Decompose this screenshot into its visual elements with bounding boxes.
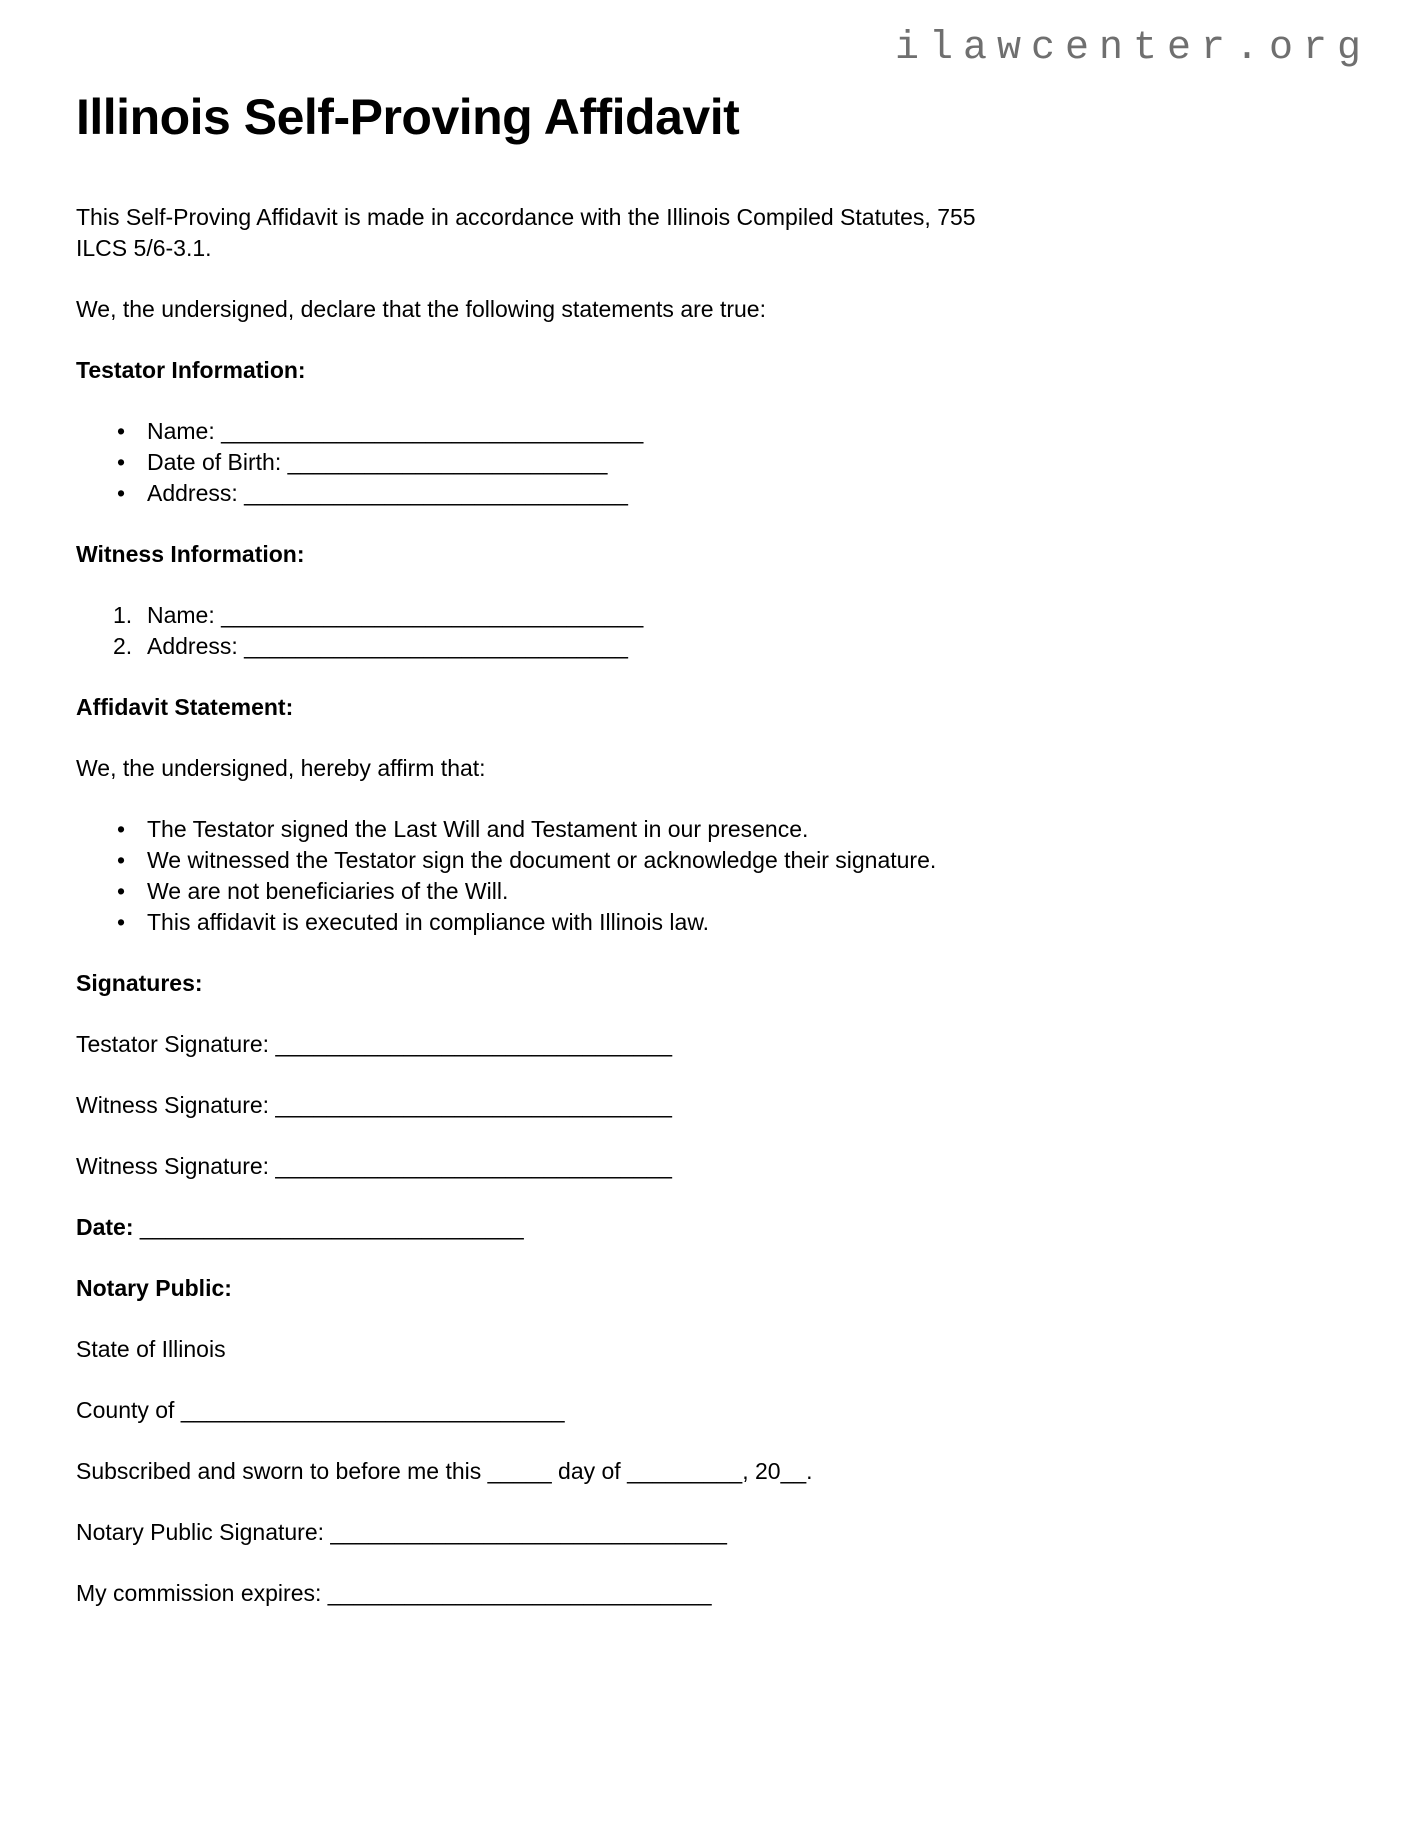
county-label: County of bbox=[76, 1397, 175, 1423]
witness-signature-line-1 bbox=[76, 1090, 1335, 1121]
notary-county-line bbox=[76, 1395, 1335, 1426]
day-blank: _____ bbox=[487, 1458, 552, 1484]
page-title: Illinois Self-Proving Affidavit bbox=[76, 89, 740, 145]
signature-label: Witness Signature: bbox=[76, 1092, 270, 1118]
affidavit-lead-paragraph: We, the undersigned, hereby affirm that: bbox=[76, 755, 486, 781]
notary-state-line: State of Illinois bbox=[76, 1336, 226, 1362]
notary-signature-label: Notary Public Signature: bbox=[76, 1519, 325, 1545]
witness-signature-line-2 bbox=[76, 1151, 1335, 1182]
sworn-text-1: Subscribed and sworn to before me this bbox=[76, 1458, 482, 1484]
county-blank: ______________________________ bbox=[180, 1397, 565, 1423]
signature-blank: _______________________________ bbox=[275, 1153, 672, 1179]
field-blank: ______________________________ bbox=[244, 480, 628, 506]
year-blank: __ bbox=[780, 1458, 807, 1484]
affidavit-section-heading: Affidavit Statement: bbox=[76, 694, 294, 720]
testator-address-field bbox=[117, 478, 1335, 509]
bullet-icon: • bbox=[117, 418, 126, 444]
commission-label: My commission expires: bbox=[76, 1580, 322, 1606]
notary-signature-line bbox=[76, 1517, 1335, 1548]
field-label: Address: bbox=[147, 633, 238, 659]
bullet-icon: • bbox=[117, 909, 126, 935]
date-blank: ______________________________ bbox=[139, 1214, 524, 1240]
testator-section-heading: Testator Information: bbox=[76, 357, 306, 383]
field-label: Address: bbox=[147, 480, 238, 506]
list-number: 1. bbox=[113, 602, 133, 628]
field-blank: _________________________________ bbox=[221, 602, 644, 628]
notary-signature-blank: _______________________________ bbox=[330, 1519, 727, 1545]
bullet-icon: • bbox=[117, 480, 126, 506]
signature-label: Testator Signature: bbox=[76, 1031, 270, 1057]
site-logo: ilawcenter.org bbox=[894, 26, 1371, 71]
field-label: Name: bbox=[147, 602, 215, 628]
commission-expiry-line bbox=[76, 1578, 1335, 1609]
witness-name-field bbox=[113, 600, 1335, 631]
statute-line-1: This Self-Proving Affidavit is made in accordance with the Illinois Compiled Statutes, 755 bbox=[76, 204, 976, 230]
affidavit-statement bbox=[117, 845, 1335, 876]
statement-text: This affidavit is executed in compliance with Illinois law. bbox=[147, 909, 710, 935]
notary-section-heading: Notary Public: bbox=[76, 1275, 232, 1301]
date-label: Date: bbox=[76, 1214, 134, 1240]
testator-signature-line bbox=[76, 1029, 1335, 1060]
testator-name-field bbox=[117, 416, 1335, 447]
field-label: Date of Birth: bbox=[147, 449, 282, 475]
sworn-text-4: . bbox=[806, 1458, 813, 1484]
field-blank: _________________________________ bbox=[221, 418, 644, 444]
signatures-section-heading: Signatures: bbox=[76, 970, 203, 996]
commission-blank: ______________________________ bbox=[327, 1580, 712, 1606]
statute-line-2: ILCS 5/6-3.1. bbox=[76, 235, 212, 261]
testator-dob-field bbox=[117, 447, 1335, 478]
declaration-paragraph: We, the undersigned, declare that the following statements are true: bbox=[76, 296, 766, 322]
month-blank: _________ bbox=[627, 1458, 743, 1484]
affidavit-statement bbox=[117, 814, 1335, 845]
bullet-icon: • bbox=[117, 878, 126, 904]
affidavit-statement bbox=[117, 876, 1335, 907]
signature-label: Witness Signature: bbox=[76, 1153, 270, 1179]
date-line bbox=[76, 1212, 1335, 1243]
field-blank: _________________________ bbox=[287, 449, 608, 475]
witness-fields-list bbox=[76, 600, 1335, 662]
testator-fields-list bbox=[76, 416, 1335, 509]
bullet-icon: • bbox=[117, 847, 126, 873]
sworn-text-2: day of bbox=[558, 1458, 621, 1484]
statute-paragraph bbox=[76, 202, 1335, 264]
signature-blank: _______________________________ bbox=[275, 1031, 672, 1057]
sworn-statement-line bbox=[76, 1456, 1335, 1487]
field-label: Name: bbox=[147, 418, 215, 444]
affidavit-statements-list bbox=[76, 814, 1335, 938]
list-number: 2. bbox=[113, 633, 133, 659]
witness-section-heading: Witness Information: bbox=[76, 541, 305, 567]
field-blank: ______________________________ bbox=[244, 633, 628, 659]
signature-blank: _______________________________ bbox=[275, 1092, 672, 1118]
affidavit-statement bbox=[117, 907, 1335, 938]
witness-address-field bbox=[113, 631, 1335, 662]
statement-text: We are not beneficiaries of the Will. bbox=[147, 878, 509, 904]
sworn-text-3: , 20 bbox=[742, 1458, 781, 1484]
bullet-icon: • bbox=[117, 816, 126, 842]
statement-text: We witnessed the Testator sign the document or acknowledge their signature. bbox=[147, 847, 937, 873]
statement-text: The Testator signed the Last Will and Testament in our presence. bbox=[147, 816, 809, 842]
bullet-icon: • bbox=[117, 449, 126, 475]
